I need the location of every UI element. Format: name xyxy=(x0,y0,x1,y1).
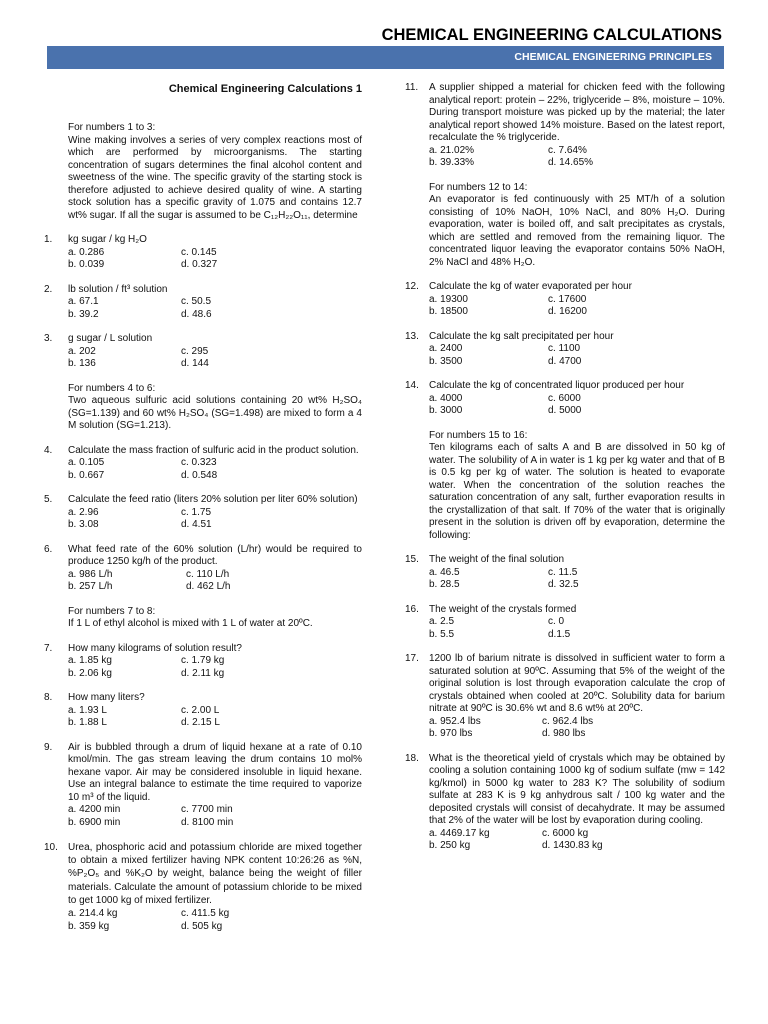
option-a: a. 2.96 xyxy=(68,506,99,518)
question-7 xyxy=(44,643,362,681)
answer-options xyxy=(68,705,362,730)
answer-options xyxy=(68,569,362,594)
document-header-title: CHEMICAL ENGINEERING CALCULATIONS xyxy=(381,26,722,44)
option-a: a. 2.5 xyxy=(429,616,455,627)
question-number: 14. xyxy=(405,380,419,391)
option-a: a. 21.02% xyxy=(429,144,475,156)
answer-options xyxy=(68,247,362,272)
option-d: d. 16200 xyxy=(548,306,587,317)
option-d: d. 462 L/h xyxy=(186,581,231,592)
option-d: d. 48.6 xyxy=(181,308,212,320)
question-text: Calculate the mass fraction of sulfuric acid in the product solution. xyxy=(68,444,359,456)
question-text: How many kilograms of solution result? xyxy=(68,642,242,654)
question-number: 6. xyxy=(44,543,53,555)
intro-text: An evaporator is fed continuously with 25 MT/h of a solution consisting of 10% NaOH, 10% NaCl, and 80% H₂O. During evaporation, water is boiled off, and salt precipitates as crystals, which are settled and removed from the remaining liquor. The concentrated liquor leaving the evaporator contains 50% NaOH, 2% NaCl and 48% H₂O. xyxy=(429,194,725,268)
option-b: b. 970 lbs xyxy=(429,728,473,739)
question-17 xyxy=(405,653,725,741)
question-1 xyxy=(44,234,362,272)
option-b: b. 250 kg xyxy=(429,840,471,851)
option-c: c. 0.323 xyxy=(181,457,217,468)
option-b: b. 2.06 kg xyxy=(68,667,112,679)
option-c: c. 6000 xyxy=(548,392,581,404)
option-c: c. 7700 min xyxy=(181,804,233,815)
question-number: 3. xyxy=(44,333,53,344)
option-d: d. 0.327 xyxy=(181,259,218,270)
answer-options xyxy=(68,507,362,532)
option-c: c. 0.145 xyxy=(181,246,217,258)
question-text: Calculate the kg of concentrated liquor produced per hour xyxy=(429,380,685,391)
section-banner: CHEMICAL ENGINEERING PRINCIPLES xyxy=(47,46,724,69)
intro-heading: For numbers 7 to 8: xyxy=(68,605,156,617)
question-number: 2. xyxy=(44,283,53,295)
option-b: b. 3000 xyxy=(429,405,463,416)
option-a: a. 4000 xyxy=(429,392,463,404)
question-text: A supplier shipped a material for chicken feed with the following analytical report: protein – 22%, triglyceride – 8%, moisture – 10%. During transport moisture was picked up by the material; the later analytical report showed 14% moisture. Based on the latest report, recalculate the % triglyceride. xyxy=(429,82,725,143)
option-a: a. 19300 xyxy=(429,293,468,305)
option-a: a. 0.286 xyxy=(68,246,105,258)
option-d: d. 4700 xyxy=(548,355,582,367)
option-c: c. 7.64% xyxy=(548,144,587,156)
question-16 xyxy=(405,604,725,642)
question-12 xyxy=(405,281,725,319)
question-10 xyxy=(44,841,362,933)
option-d: d. 32.5 xyxy=(548,579,579,590)
right-column xyxy=(405,82,725,853)
option-c: c. 1.79 kg xyxy=(181,655,225,666)
option-d: d. 0.548 xyxy=(181,469,218,481)
question-number: 10. xyxy=(44,842,58,853)
question-number: 5. xyxy=(44,494,53,505)
option-b: b. 257 L/h xyxy=(68,581,113,592)
option-a: a. 4200 min xyxy=(68,804,121,815)
option-a: a. 2400 xyxy=(429,343,463,354)
question-number: 17. xyxy=(405,653,419,664)
question-text: kg sugar / kg H₂O xyxy=(68,234,147,245)
answer-options xyxy=(429,393,725,418)
option-c: c. 0 xyxy=(548,616,565,627)
question-text: 1200 lb of barium nitrate is dissolved in sufficient water to form a saturated solution at 90ºC. Assuming that 5% of the weight of the original solution is lost through evaporation calculate the crop of crystals obtained when cooled at 20ºC. Solubility data for barium nitrate at 90ºC is 30.6% wt and 8.6 wt% at 20ºC. xyxy=(429,653,725,714)
question-number: 15. xyxy=(405,554,419,565)
option-b: b. 3500 xyxy=(429,355,463,367)
option-a: a. 214.4 kg xyxy=(68,908,118,920)
option-b: b. 1.88 L xyxy=(68,717,107,728)
intro-heading: For numbers 15 to 16: xyxy=(429,429,528,441)
answer-options xyxy=(68,457,362,482)
document-title: Chemical Engineering Calculations 1 xyxy=(168,83,362,95)
question-number: 1. xyxy=(44,234,53,245)
option-c: c. 11.5 xyxy=(548,566,578,578)
option-b: b. 136 xyxy=(68,358,96,369)
option-d: d. 2.15 L xyxy=(181,717,220,728)
question-text: lb solution / ft³ solution xyxy=(68,283,168,295)
question-text: Calculate the kg of water evaporated per hour xyxy=(429,281,632,292)
option-d: d.1.5 xyxy=(548,628,571,640)
option-a: a. 1.85 kg xyxy=(68,655,112,666)
answer-options xyxy=(429,343,725,368)
option-b: b. 3.08 xyxy=(68,519,99,530)
answer-options xyxy=(429,145,725,170)
question-number: 18. xyxy=(405,752,419,764)
option-a: a. 46.5 xyxy=(429,566,460,578)
question-5 xyxy=(44,494,362,532)
option-c: c. 1.75 xyxy=(181,506,212,518)
option-a: a. 67.1 xyxy=(68,296,99,307)
option-d: d. 4.51 xyxy=(181,519,212,530)
option-c: c. 411.5 kg xyxy=(181,908,230,920)
option-b: b. 28.5 xyxy=(429,579,460,590)
question-6 xyxy=(44,544,362,594)
option-a: a. 986 L/h xyxy=(68,568,113,580)
option-c: c. 50.5 xyxy=(181,296,212,307)
intro-text: Ten kilograms each of salts A and B are dissolved in 50 kg of water. The solubility of A in water is 1 kg per kg water and that of B is 0.5 kg per kg of water. The solution is heated to evaporate water. When the concentration of the solution reaches the saturation concentration of any salt, further evaporation results in the crystallization of that salt. If 70% of the water that is originally present in the solution is driven off by evaporation, determine the following: xyxy=(429,442,725,541)
option-c: c. 6000 kg xyxy=(542,827,589,839)
option-c: c. 2.00 L xyxy=(181,704,220,716)
question-9 xyxy=(44,742,362,830)
option-b: b. 359 kg xyxy=(68,921,110,933)
intro-15-16 xyxy=(429,430,725,543)
option-b: b. 18500 xyxy=(429,306,468,317)
option-d: d. 505 kg xyxy=(181,921,223,933)
option-c: c. 110 L/h xyxy=(186,568,230,580)
option-d: d. 980 lbs xyxy=(542,728,586,739)
question-number: 11. xyxy=(405,82,419,93)
option-c: c. 962.4 lbs xyxy=(542,715,594,727)
question-number: 8. xyxy=(44,692,53,703)
option-d: d. 1430.83 kg xyxy=(542,840,603,851)
option-a: a. 202 xyxy=(68,345,96,357)
question-8 xyxy=(44,692,362,730)
option-b: b. 39.33% xyxy=(429,157,475,168)
question-18 xyxy=(405,753,725,853)
intro-1-3 xyxy=(68,122,362,222)
answer-options xyxy=(429,294,725,319)
option-d: d. 8100 min xyxy=(181,816,234,828)
option-b: b. 6900 min xyxy=(68,816,121,828)
question-number: 7. xyxy=(44,642,53,654)
intro-text: Two aqueous sulfuric acid solutions containing 20 wt% H₂SO₄ (SG=1.139) and 60 wt% H₂SO₄ (SG=1.498) are mixed to form a 4 M solution (SG=1.213). xyxy=(68,395,362,431)
intro-7-8 xyxy=(68,606,362,631)
question-number: 4. xyxy=(44,444,53,456)
answer-options xyxy=(68,804,362,829)
option-a: a. 0.105 xyxy=(68,457,105,468)
option-d: d. 2.11 kg xyxy=(181,667,225,679)
question-text: The weight of the crystals formed xyxy=(429,603,577,615)
answer-options xyxy=(68,296,362,321)
question-15 xyxy=(405,554,725,592)
option-b: b. 0.039 xyxy=(68,259,105,270)
question-text: Calculate the feed ratio (liters 20% solution per liter 60% solution) xyxy=(68,494,358,505)
intro-12-14 xyxy=(429,182,725,270)
question-text: g sugar / L solution xyxy=(68,333,153,344)
answer-options xyxy=(68,907,362,933)
option-a: a. 4469.17 kg xyxy=(429,827,490,839)
answer-options xyxy=(68,346,362,371)
answer-options xyxy=(429,716,725,741)
question-number: 9. xyxy=(44,741,53,753)
option-b: b. 0.667 xyxy=(68,469,105,481)
question-text: What is the theoretical yield of crystals which may be obtained by cooling a solution containing 1000 kg of sodium sulfate (mw = 142 kg/kmol) in 5000 kg water to 283 K? The solubility of sodium sulfate at 283 K is 9 kg anhydrous salt / 100 kg water and the deposited crystals will consist of decahydrate. It may be assumed that 2% of the water will be lost by evaporation during cooling. xyxy=(429,752,725,826)
question-text: Urea, phosphoric acid and potassium chloride are mixed together to obtain a mixed fertilizer having NPK content 10:26:26 as %N, %P₂O₅ and %K₂O by weight, balance being the weight of filler materials. Calculate the amount of potassium chloride to be mixed to get 1000 kg of mixed fertilizer. xyxy=(68,842,362,906)
option-d: d. 14.65% xyxy=(548,157,594,168)
intro-4-6 xyxy=(68,383,362,433)
question-text: How many liters? xyxy=(68,692,145,703)
answer-options xyxy=(429,616,725,641)
question-text: The weight of the final solution xyxy=(429,554,565,565)
answer-options xyxy=(429,828,725,853)
option-a: a. 952.4 lbs xyxy=(429,715,481,727)
option-a: a. 1.93 L xyxy=(68,704,107,716)
intro-heading: For numbers 12 to 14: xyxy=(429,181,528,193)
intro-text: If 1 L of ethyl alcohol is mixed with 1 L of water at 20ºC. xyxy=(68,618,313,629)
option-c: c. 1100 xyxy=(548,343,581,354)
question-text: Air is bubbled through a drum of liquid hexane at a rate of 0.10 kmol/min. The gas stream leaving the drum contains 10 mol% hexane vapor. Air may be considered insoluble in liquid hexane. Use an integral balance to estimate the time required to vaporize 10 m³ of the liquid. xyxy=(68,741,362,803)
option-b: b. 39.2 xyxy=(68,308,99,320)
question-2 xyxy=(44,284,362,322)
question-number: 13. xyxy=(405,330,419,342)
question-number: 12. xyxy=(405,281,419,292)
question-13 xyxy=(405,331,725,369)
left-column xyxy=(44,82,362,933)
question-4 xyxy=(44,445,362,483)
question-number: 16. xyxy=(405,603,419,615)
question-text: Calculate the kg salt precipitated per hour xyxy=(429,330,614,342)
answer-options xyxy=(429,567,725,592)
question-11 xyxy=(405,82,725,170)
option-c: c. 17600 xyxy=(548,293,587,305)
option-d: d. 5000 xyxy=(548,405,582,416)
answer-options xyxy=(68,655,362,680)
option-c: c. 295 xyxy=(181,345,209,357)
question-text: What feed rate of the 60% solution (L/hr) would be required to produce 1250 kg/h of the product. xyxy=(68,543,362,567)
option-d: d. 144 xyxy=(181,358,209,369)
option-b: b. 5.5 xyxy=(429,628,455,640)
intro-heading: For numbers 4 to 6: xyxy=(68,382,156,394)
question-3 xyxy=(44,333,362,371)
intro-heading: For numbers 1 to 3: xyxy=(68,122,156,133)
intro-text: Wine making involves a series of very complex reactions most of which are performed by microorganisms. The starting concentration of sugars determines the final alcohol content and sweetness of the wine. The specific gravity of the starting stock is therefore adjusted to achieve desired quality of wine. A starting stock solution has a specific gravity of 1.075 and contains 12.7 wt% sugar. If all the sugar is assumed to be C₁₂H₂₂O₁₁, determine xyxy=(68,134,362,221)
question-14 xyxy=(405,380,725,418)
